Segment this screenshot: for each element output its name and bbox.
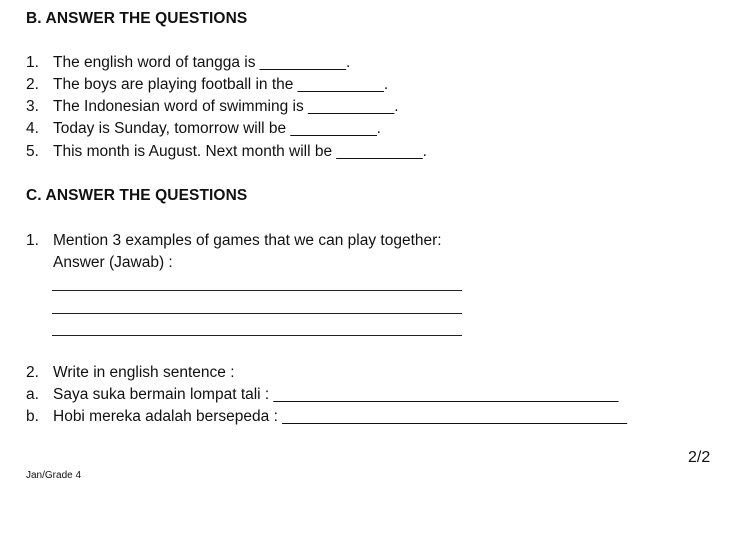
item-number: 5.: [26, 143, 39, 160]
section-c-question-2: [26, 364, 235, 382]
section-c-heading: C. ANSWER THE QUESTIONS: [26, 187, 248, 204]
item-number: 4.: [26, 120, 39, 137]
item-text: Today is Sunday, tomorrow will be __________.: [53, 120, 381, 137]
question-number: 2.: [26, 364, 39, 381]
section-b-item-5: [26, 143, 427, 161]
item-number: 2.: [26, 76, 39, 93]
item-text: This month is August. Next month will be __________.: [53, 143, 427, 160]
section-b-item-3: [26, 98, 399, 116]
item-text: The english word of tangga is __________.: [53, 54, 351, 71]
question-text: Write in english sentence :: [53, 364, 235, 381]
question-text: Mention 3 examples of games that we can play together:: [53, 232, 442, 249]
section-b-item-1: [26, 54, 350, 72]
part-text: Hobi mereka adalah bersepeda : ________________________________________: [53, 408, 628, 425]
item-text: The boys are playing football in the __________.: [53, 76, 389, 93]
section-b-item-2: [26, 76, 388, 94]
answer-blank-line-1[interactable]: [52, 290, 462, 291]
footer-text: Jan/Grade 4: [26, 470, 82, 481]
item-number: 3.: [26, 98, 39, 115]
section-c-question-2a: [26, 386, 618, 404]
part-text: Saya suka bermain lompat tali : ________________________________________: [53, 386, 619, 403]
section-c-question-2b: [26, 408, 627, 426]
answer-label: Answer (Jawab) :: [53, 254, 173, 271]
part-label: b.: [26, 408, 39, 425]
item-number: 1.: [26, 54, 39, 71]
question-number: 1.: [26, 232, 39, 249]
part-label: a.: [26, 386, 39, 403]
section-b-item-4: [26, 120, 381, 138]
item-text: The Indonesian word of swimming is __________.: [53, 98, 399, 115]
answer-blank-line-2[interactable]: [52, 313, 462, 314]
page-number: 2/2: [688, 449, 711, 466]
answer-blank-line-3[interactable]: [52, 335, 462, 336]
section-b-heading: B. ANSWER THE QUESTIONS: [26, 10, 248, 27]
section-c-question-1: [26, 232, 442, 250]
